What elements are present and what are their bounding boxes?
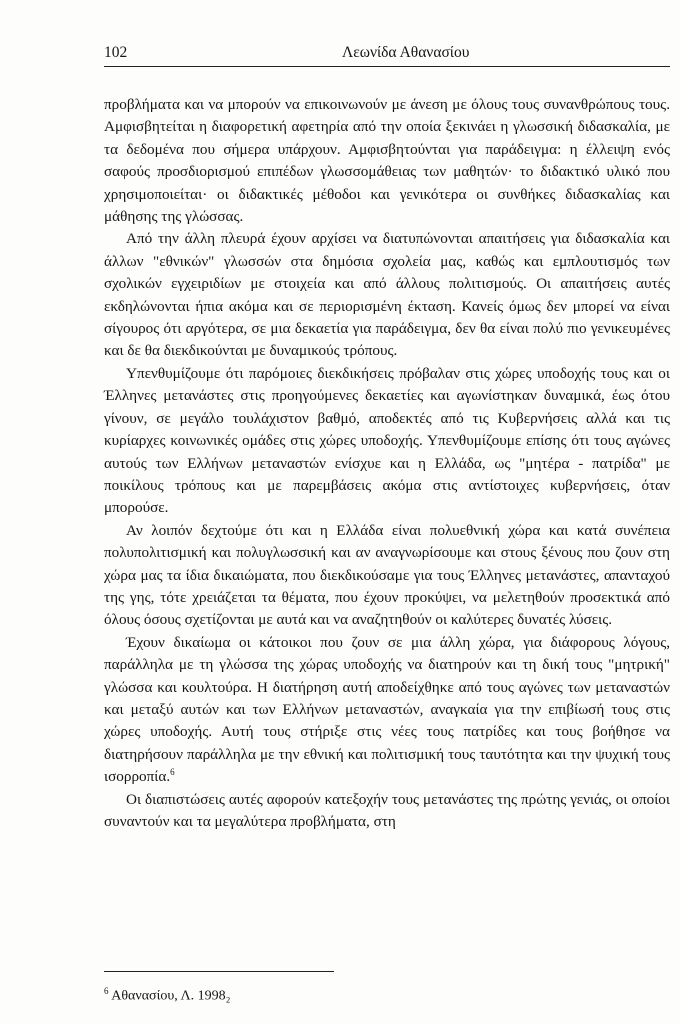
- footnote-separator: [104, 971, 334, 972]
- footnote: [104, 986, 231, 1005]
- footnote-marker: 6: [104, 986, 109, 996]
- paragraph-3: Υπενθυμίζουμε ότι παρόμοιες διεκδικήσεις πρόβαλαν στις χώρες υποδοχής τους και οι Έλληνες μετανάστες στις προηγούμενες δεκαετίες και αγωνίστηκαν δυναμικά, έως ότου γίνουν, σε μεγάλο τουλάχιστον βαθμό, αποδεκτές από τις Κυβερνήσεις αλλά και τις κυρίαρχες κοινωνικές ομάδες στις χώρες υποδοχής. Υπενθυμίζουμε επίσης ότι τους αγώνες αυτούς των Ελλήνων μεταναστών ενίσχυε και η Ελλάδα, ως "μητέρα - πατρίδα" με ποικίλους τρόπους και με παρεμβάσεις ακόμα στις αντίστοιχες κυβερνήσεις, όταν μπορούσε.: [104, 364, 670, 517]
- paragraph-5-text: Έχουν δικαίωμα οι κάτοικοι που ζουν σε μια άλλη χώρα, για διάφορους λόγους, παράλληλα με τη γλώσσα της χώρας υποδοχής να διατηρούν και τη δική τους "μητρική" γλώσσα και κουλτούρα. Η διατήρηση αυτή αποδείχθηκε από τους αγώνες των μεταναστών και μεταξύ αυτών και των Ελλήνων μεταναστών, αναγκαία για την επιβίωσή τους στις χώρες υποδοχής. Αυτή τους στήριξε στις νέες τους πατρίδες και τους βοήθησε να διατηρήσουν παράλληλα με την εθνική και πολιτισμική τους ταυτότητα και την ψυχική τους ισορροπία.: [104, 633, 670, 786]
- footnote-text: Αθανασίου, Λ. 1998₂: [111, 988, 231, 1004]
- paragraph-6: Οι διαπιστώσεις αυτές αφορούν κατεξοχήν τους μετανάστες της πρώτης γενιάς, οι οποίοι συναντούν και τα μεγαλύτερα προβλήματα, στη: [104, 790, 670, 830]
- paragraph-4: Αν λοιπόν δεχτούμε ότι και η Ελλάδα είναι πολυεθνική χώρα και κατά συνέπεια πολυπολιτισμική και πολυγλωσσική και αν αναγνωρίσουμε και στους ξένους που ζουν στη χώρα μας τα ίδια δικαιώματα, που διεκδικούσαμε για τους Έλληνες μετανάστες, απανταχού της γης, τότε χρειάζεται τα θέματα, που έχουν προκύψει, να μελετηθούν προσεκτικά από όλους όσους σχετίζονται με αυτά και να αναζητηθούν οι καλύτερες δυνατές λύσεις.: [104, 521, 670, 629]
- paragraph-2: Από την άλλη πλευρά έχουν αρχίσει να διατυπώνονται απαιτήσεις για διδασκαλία και άλλων "εθνικών" γλωσσών στα δημόσια σχολεία μας, καθώς και εμπλουτισμός των σχολικών εγχειριδίων με στοιχεία και από άλλους πολιτισμούς. Οι απαιτήσεις αυτές εκδηλώνονται ήπια ακόμα και σε περιορισμένη έκταση. Κανείς όμως δεν μπορεί να είναι σίγουρος ότι αργότερα, σε μια δεκαετία για παράδειγμα, δεν θα είναι πολύ πιο γενικευμένες και δε θα διεκδικούνται με δυναμικούς τρόπους.: [104, 230, 670, 360]
- footnote-reference: 6: [170, 767, 175, 778]
- page-number: 102: [104, 44, 128, 61]
- paragraph-1: προβλήματα και να μπορούν να επικοινωνούν με άνεση με όλους τους συνανθρώπους τους. Αμφισβητείται η διαφορετική αφετηρία από την οποία ξεκινάει η γλωσσική διδασκαλία, με τα δεδομένα που σήμερα υπάρχουν. Αμφισβητούνται για παράδειγμα: η έλλειψη ενός σαφούς προσδιορισμού επιπέδων γλωσσομάθειας των μαθητών· το διδακτικό υλικό που χρησιμοποιείται· οι διδακτικές μέθοδοι και γενικότερα οι συνθήκες διδασκαλίας και μάθησης της γλώσσας.: [104, 96, 670, 226]
- paragraph-5: [104, 632, 670, 789]
- running-title: Λεωνίδα Αθανασίου: [342, 44, 470, 61]
- running-header: [104, 44, 670, 67]
- body-text: [104, 94, 670, 833]
